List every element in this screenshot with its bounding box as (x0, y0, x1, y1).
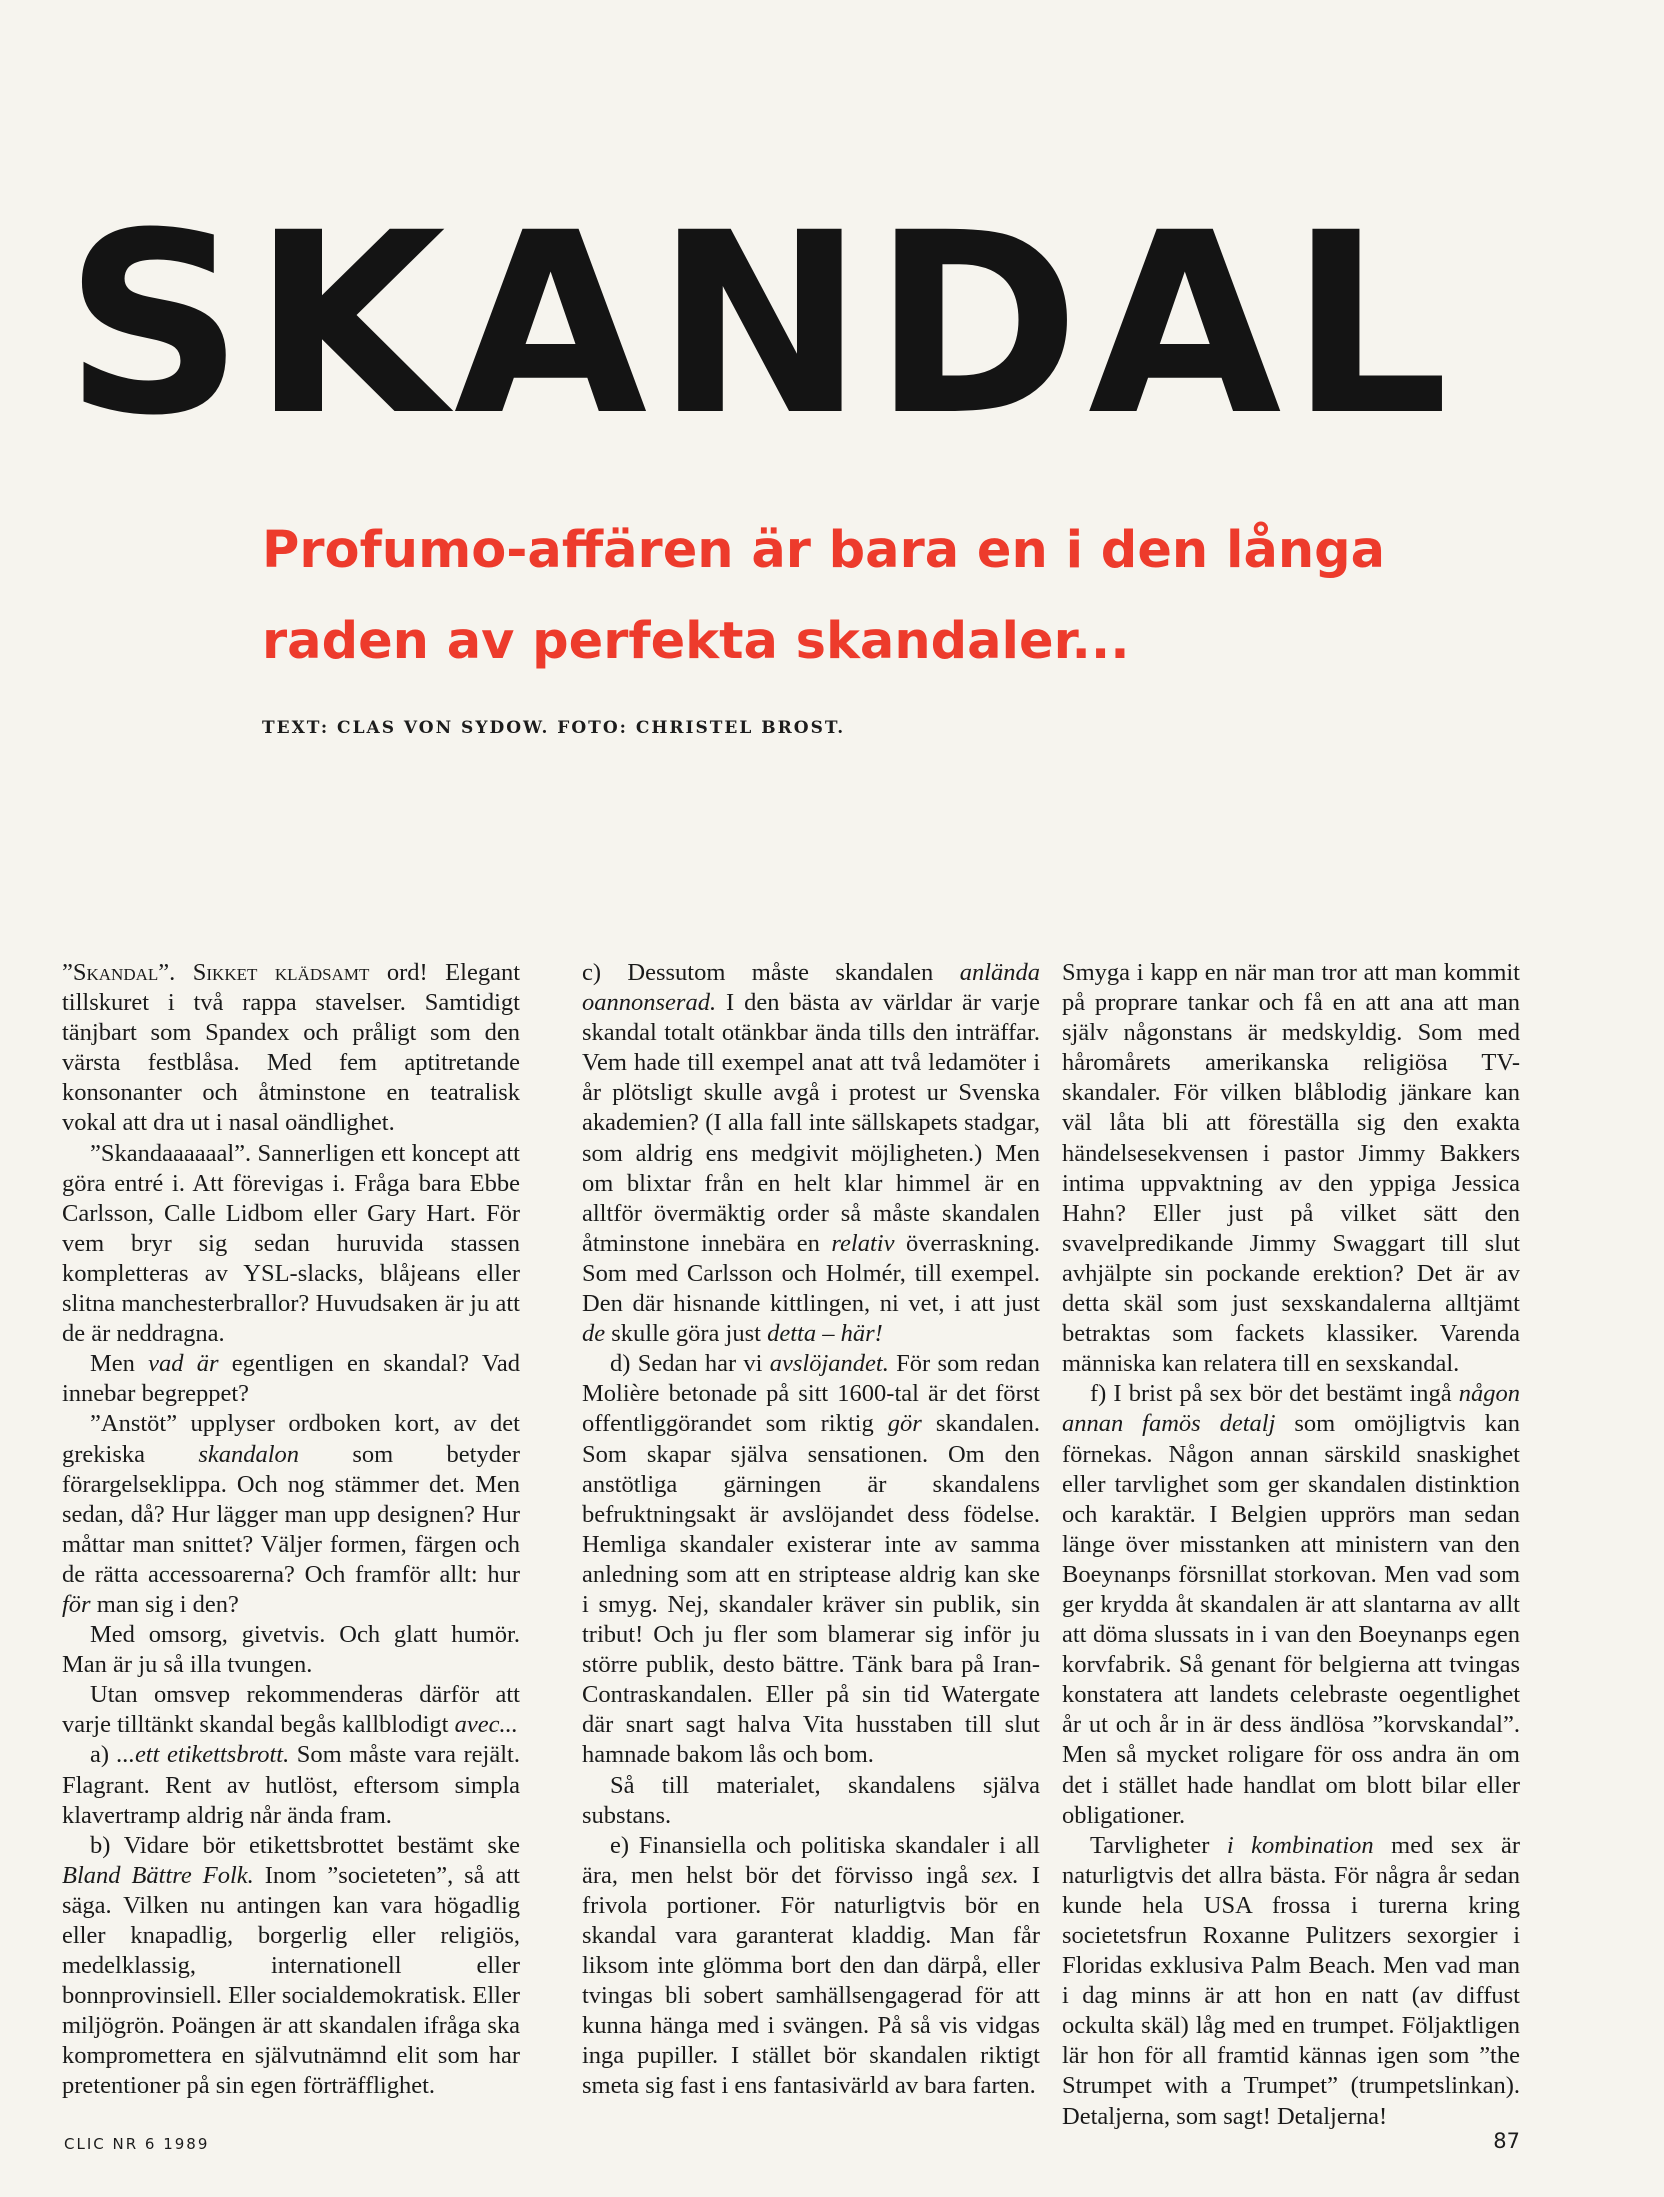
text-column-2 (582, 958, 1040, 2102)
paragraph: b) Vidare bör etikettsbrottet bestämt ske Bland Bättre Folk. Inom ”societeten”, så att säga. Vilken nu antingen kan vara högadlig eller knapadlig, borgerlig eller religiös, medelklassig, internationell eller bonnprovinsiell. Eller socialdemokratisk. Eller miljögrön. Poängen är att skandalen ifråga ska kompromettera en självutnämnd elit som har pretentioner på sin egen förträfflighet. (62, 1831, 520, 2100)
paragraph: c) Dessutom måste skandalen anlända oannonserad. I den bästa av världar är varje skandal totalt otänkbar ända tills den inträffar. Vem hade till exempel anat att två ledamöter i år plötsligt skulle avgå i protest ur Svenska akademien? (I alla fall inte sällskapets stadgar, som aldrig ens medgivit möjligheten.) Men om blixtar från en helt klar himmel är en alltför övermäktig order så måste skandalen åtminstone innebära en relativ överraskning. Som med Carlsson och Holmér, till exempel. Den där hisnande kittlingen, ni vet, i att just de skulle göra just detta – här! (582, 959, 1040, 1348)
paragraph: ”Skandal”. Sikket klädsamt ord! Elegant tillskuret i två rappa stavelser. Samtidigt tänjbart som Spandex och pråligt som den värsta festblåsa. Med fem aptitretande konsonanter och åtminstone en teatralisk vokal att dra ut i nasal oändlighet. (62, 959, 520, 1137)
paragraph: ”Skandaaaaaal”. Sannerligen ett koncept att göra entré i. Att förevigas i. Fråga bara Ebbe Carlsson, Calle Lidbom eller Gary Hart. För vem bryr sig sedan huruvida stassen kompletteras av YSL-slacks, blåjeans eller slitna manchesterbrallor? Huvudsaken är ju att de är neddragna. (62, 1139, 520, 1348)
subtitle-line-2: raden av perfekta skandaler... (262, 612, 1130, 671)
paragraph: a) ...ett etikettsbrott. Som måste vara rejält. Flagrant. Rent av hutlöst, eftersom simpla klavertramp aldrig når ända fram. (62, 1741, 520, 1829)
paragraph: d) Sedan har vi avslöjandet. För som redan Molière betonade på sitt 1600-tal är det först offentliggörandet som riktig gör skandalen. Som skapar själva sensationen. Om den anstötliga gärningen är skandalens befruktningsakt är avslöjandet dess födelse. Hemliga skandaler existerar inte av samma anledning som att en striptease aldrig kan ske i smyg. Nej, skandaler kräver sin publik, sin tribut! Och ju fler som blamerar sig inför ju större publik, desto bättre. Tänk bara på Iran-Contraskandalen. Eller på sin tid Watergate där snart sagt halva Vita husstaben till slut hamnade bakom lås och bom. (582, 1350, 1040, 1769)
paragraph: f) I brist på sex bör det bestämt ingå någon annan famös detalj som omöjligtvis kan förnekas. Någon annan särskild snaskighet eller tarvlighet som ger skandalen distinktion och karaktär. I Belgien upprörs man sedan länge över misstanken att ministern van den Boeynanps försnillat storkovan. Men vad som ger krydda åt skandalen är att slantarna av allt att döma slussats in i van den Boeynanps egen korvfabrik. Så genant för belgierna att tvingas konstatera att landets celebraste oegentlighet år ut och år in är dess ändlösa ”korvskandal”. Men så mycket roligare för oss andra än om det i stället hade handlat om blott bilar eller obligationer. (1062, 1380, 1520, 1829)
text-column-3 (1062, 958, 1520, 2132)
lead-in: ”Skandal”. Sikket klädsamt (62, 959, 370, 986)
paragraph: Smyga i kapp en när man tror att man kommit på proprare tankar och få en att ana att man själv någonstans är medskyldig. Som med håromårets amerikanska religiösa TV-skandaler. För vilken blåblodig jänkare kan väl låta bli att föreställa sig den exakta händelsesekvensen i pastor Jimmy Bakkers intima uppvaktning av den yppiga Jessica Hahn? Eller just på vilket sätt den svavelpredikande Jimmy Swaggart till slut avhjälpte sin pockande erektion? Det är av detta skäl som just sexskandalerna alltjämt betraktas som fackets klassiker. Varenda människa kan relatera till en sexskandal. (1062, 959, 1520, 1378)
magazine-issue: CLIC NR 6 1989 (64, 2135, 210, 2153)
paragraph: Men vad är egentligen en skandal? Vad innebar begreppet? (62, 1350, 520, 1408)
paragraph: Utan omsvep rekommenderas därför att varje tilltänkt skandal begås kallblodigt avec... (62, 1681, 520, 1739)
text-column-1 (62, 958, 520, 2102)
paragraph: e) Finansiella och politiska skandaler i all ära, men helst bör det förvisso ingå sex. I frivola portioner. För naturligtvis bör en skandal vara garanterat kladdig. Man får liksom inte glömma bort den dan därpå, eller tvingas bli sobert samhällsengagerad för att kunna hänga med i svängen. På så vis vidgas inga pupiller. I stället bör skandalen riktigt smeta sig fast i ens fantasivärld av bara farten. (582, 1831, 1040, 2100)
paragraph: Tarvligheter i kombination med sex är naturligtvis det allra bästa. För några år sedan kunde hela USA frossa i turerna kring societetsfrun Roxanne Pulitzers sexorgier i Floridas exklusiva Palm Beach. Men vad man i dag minns är att hon en natt (av diffust ockulta skäl) låg med en trumpet. Följaktligen lär hon för all framtid kännas igen som ”the Strumpet with a Trumpet” (trumpetslinkan). Detaljerna, som sagt! Detaljerna! (1062, 1831, 1521, 2130)
subtitle-line-1: Profumo-affären är bara en i den långa (262, 521, 1386, 580)
byline: TEXT: CLAS VON SYDOW. FOTO: CHRISTEL BROST. (262, 718, 846, 738)
paragraph: ”Anstöt” upplyser ordboken kort, av det grekiska skandalon som betyder förargelseklippa. Och nog stämmer det. Men sedan, då? Hur lägger man upp designen? Hur måttar man snittet? Väljer formen, färgen och de rätta accessoarerna? Och framför allt: hur för man sig i den? (62, 1410, 520, 1618)
page-number: 87 (1493, 2129, 1520, 2153)
article-title: SKANDAL (64, 179, 1457, 470)
article-subtitle (262, 505, 1462, 687)
paragraph: Så till materialet, skandalens själva substans. (582, 1771, 1040, 1829)
paragraph: Med omsorg, givetvis. Och glatt humör. Man är ju så illa tvungen. (62, 1621, 520, 1679)
